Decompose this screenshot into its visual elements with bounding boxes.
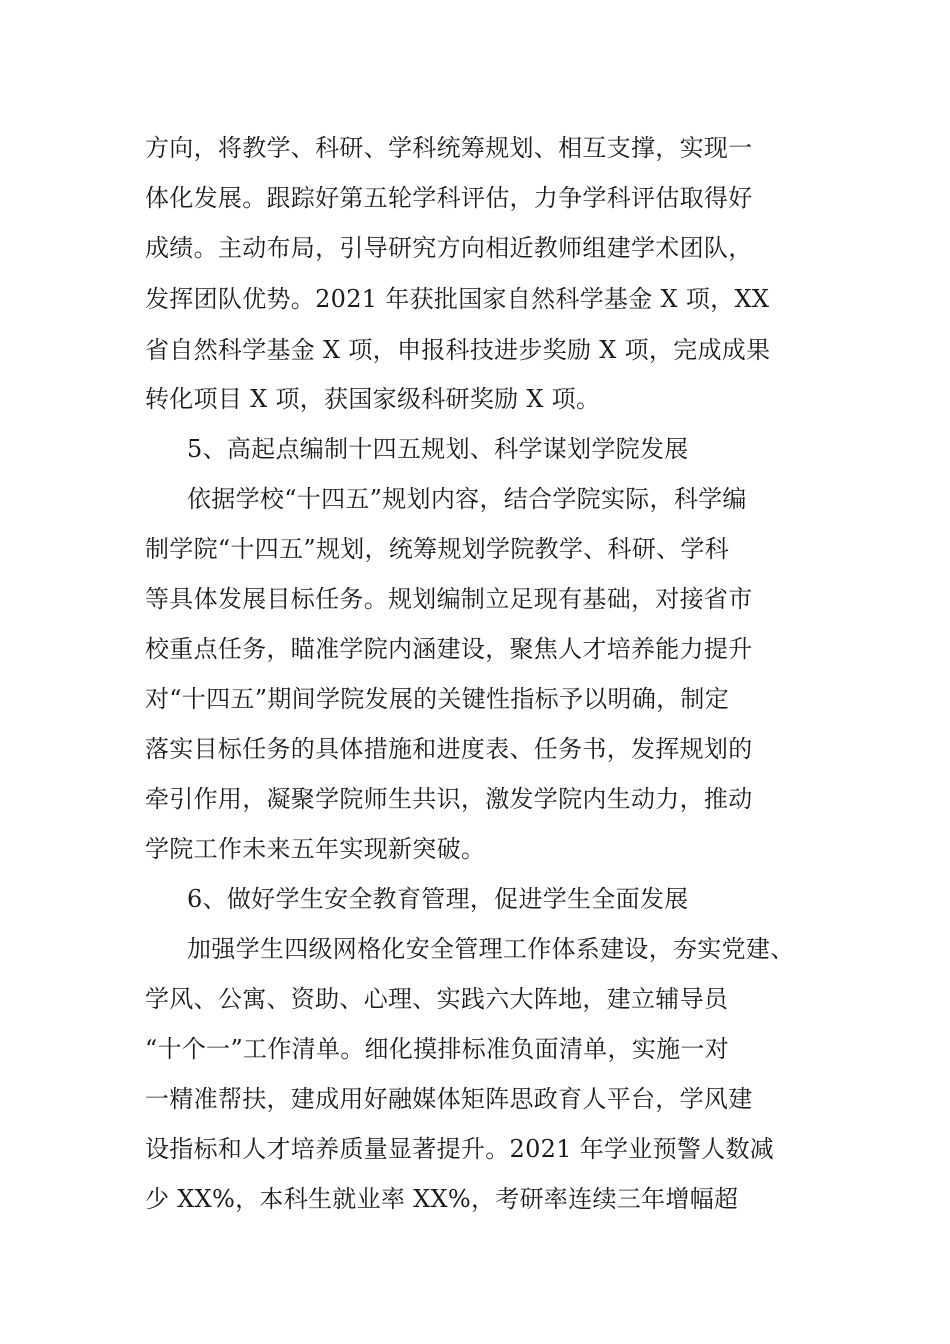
paragraph-line: 发挥团队优势。2021 年获批国家自然科学基金 X 项，XX — [145, 285, 770, 313]
paragraph-line: 方向，将教学、科研、学科统筹规划、相互支撑，实现一 — [145, 134, 753, 162]
paragraph-line: 学风、公寓、资助、心理、实践六大阵地，建立辅导员 — [145, 985, 729, 1013]
paragraph-line: 省自然科学基金 X 项，申报科技进步奖励 X 项，完成成果 — [145, 336, 771, 364]
section-heading-6: 6、做好学生安全教育管理，促进学生全面发展 — [187, 885, 689, 913]
paragraph-line: 制学院“十四五”规划，统筹规划学院教学、科研、学科 — [145, 535, 730, 563]
paragraph-line: 转化项目 X 项，获国家级科研奖励 X 项。 — [145, 385, 601, 413]
paragraph-line: 设指标和人才培养质量显著提升。2021 年学业预警人数减 — [145, 1135, 775, 1163]
paragraph-line: 依据学校“十四五”规划内容，结合学院实际，科学编 — [187, 485, 747, 513]
paragraph-line: 少 XX%，本科生就业率 XX%，考研率连续三年增幅超 — [145, 1185, 739, 1213]
paragraph-line: 成绩。主动布局，引导研究方向相近教师组建学术团队， — [145, 234, 753, 262]
paragraph-line: 等具体发展目标任务。规划编制立足现有基础，对接省市 — [145, 585, 753, 613]
paragraph-line: 对“十四五”期间学院发展的关键性指标予以明确，制定 — [145, 685, 730, 713]
paragraph-line: “十个一”工作清单。细化摸排标准负面清单，实施一对 — [145, 1035, 730, 1063]
paragraph-line: 学院工作未来五年实现新突破。 — [145, 835, 486, 863]
paragraph-line: 一精准帮扶，建成用好融媒体矩阵思政育人平台，学风建 — [145, 1085, 753, 1113]
paragraph-line: 落实目标任务的具体措施和进度表、任务书，发挥规划的 — [145, 735, 753, 763]
paragraph-line: 加强学生四级网格化安全管理工作体系建设，夯实党建、 — [187, 935, 795, 963]
paragraph-line: 牵引作用，凝聚学院师生共识，激发学院内生动力，推动 — [145, 785, 753, 813]
section-heading-5: 5、高起点编制十四五规划、科学谋划学院发展 — [187, 435, 689, 463]
paragraph-line: 校重点任务，瞄准学院内涵建设，聚焦人才培养能力提升 — [145, 635, 753, 663]
paragraph-line: 体化发展。跟踪好第五轮学科评估，力争学科评估取得好 — [145, 184, 753, 212]
